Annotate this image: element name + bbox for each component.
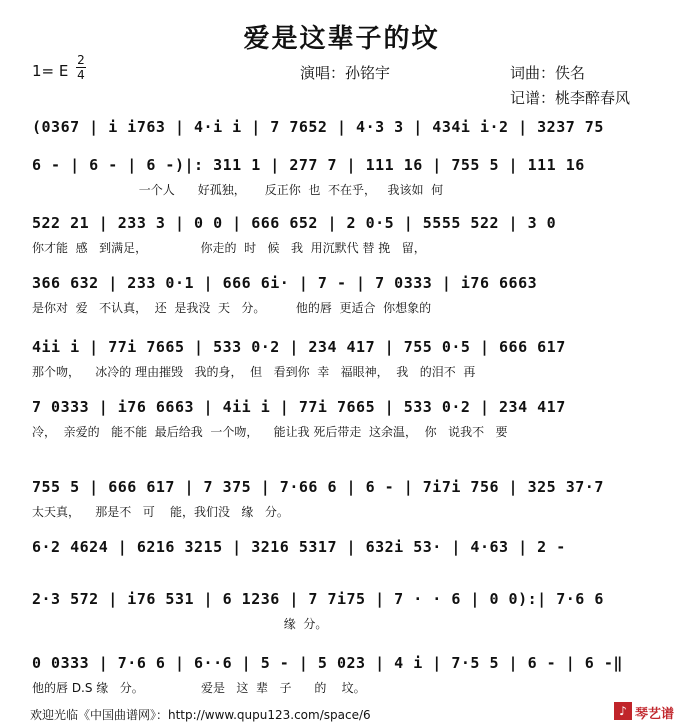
score-row — [32, 534, 658, 590]
notation-line: 0 0333 | 7·6 6 | 6··6 | 5 - | 5 023 | 4 i | 7·5 5 | 6 - | 6 -‖ — [32, 654, 623, 672]
time-signature — [76, 54, 86, 81]
lyrics-line: 是你对 爱 不认真， 还 是我没 天 分。 他的唇 更适合 你想象的 — [32, 301, 432, 315]
lyrics-line: 缘 分。 — [32, 617, 328, 631]
score-row — [32, 152, 658, 208]
score-row — [32, 474, 658, 530]
footer-link[interactable]: 欢迎光临《中国曲谱网》：http://www.qupu123.com/space/6 — [30, 708, 371, 722]
lyrics-line: 你才能 感 到满足， 你走的 时 候 我 用沉默代 替 挽 留， — [32, 241, 426, 255]
site-logo — [614, 702, 678, 722]
singer-credit: 演唱：孙铭宇 — [300, 64, 391, 82]
notation-line: 366 632 | 233 0·1 | 666 6i· | 7 - | 7 0333 | i76 6663 — [32, 274, 538, 292]
score-row — [32, 334, 658, 390]
transcriber-credit: 记谱：桃李醉春风 — [510, 89, 631, 107]
score-row — [32, 650, 658, 706]
lyrics-line: 他的唇 D.S 缘 分。 爱是 这 辈 子 的 坟。 — [32, 681, 366, 695]
score-row — [32, 270, 658, 326]
notation-line: 522 21 | 233 3 | 0 0 | 666 652 | 2 0·5 | 5555 522 | 3 0 — [32, 214, 557, 232]
notation-line: (0367 | i i763 | 4·i i | 7 7652 | 4·3 3 | 434i i·2 | 3237 75 — [32, 118, 604, 136]
logo-icon: ♪ — [614, 702, 632, 720]
notation-line: 6·2 4624 | 6216 3215 | 3216 5317 | 632i 53· | 4·63 | 2 - — [32, 538, 566, 556]
notation-line: 7 0333 | i76 6663 | 4ii i | 77i 7665 | 533 0·2 | 234 417 — [32, 398, 566, 416]
score-row — [32, 394, 658, 450]
notation-line: 6 - | 6 - | 6 -)|: 311 1 | 277 7 | 111 16 | 755 5 | 111 16 — [32, 156, 585, 174]
notation-line: 755 5 | 666 617 | 7 375 | 7·66 6 | 6 - | 7i7i 756 | 325 37·7 — [32, 478, 604, 496]
notation-line: 2·3 572 | i76 531 | 6 1236 | 7 7i75 | 7 · · 6 | 0 0):| 7·6 6 — [32, 590, 604, 608]
lyrics-line: 一个人 好孤独， 反正你 也 不在乎， 我该如 何 — [32, 183, 444, 197]
lyrics-line: 那个吻， 冰冷的 理由摧毁 我的身， 但 看到你 幸 福眼神， 我 的泪不 再 — [32, 365, 476, 379]
time-top: 2 — [77, 53, 85, 67]
time-bottom: 4 — [77, 68, 85, 82]
logo-text: 琴艺谱 — [635, 707, 675, 722]
key-signature: 1= E — [32, 62, 69, 80]
song-title: 爱是这辈子的坟 — [243, 24, 440, 54]
lyrics-line — [32, 562, 658, 582]
lyrics-line: 冷， 亲爱的 能不能 最后给我 一个吻， 能让我 死后带走 这余温， 你 说我不 要 — [32, 425, 508, 439]
composer-credit: 词曲：佚名 — [510, 64, 586, 82]
score-row — [32, 586, 658, 642]
score-row — [32, 210, 658, 266]
notation-line: 4ii i | 77i 7665 | 533 0·2 | 234 417 | 755 0·5 | 666 617 — [32, 338, 566, 356]
lyrics-line: 太天真， 那是不 可 能，我们没 缘 分。 — [32, 505, 289, 519]
